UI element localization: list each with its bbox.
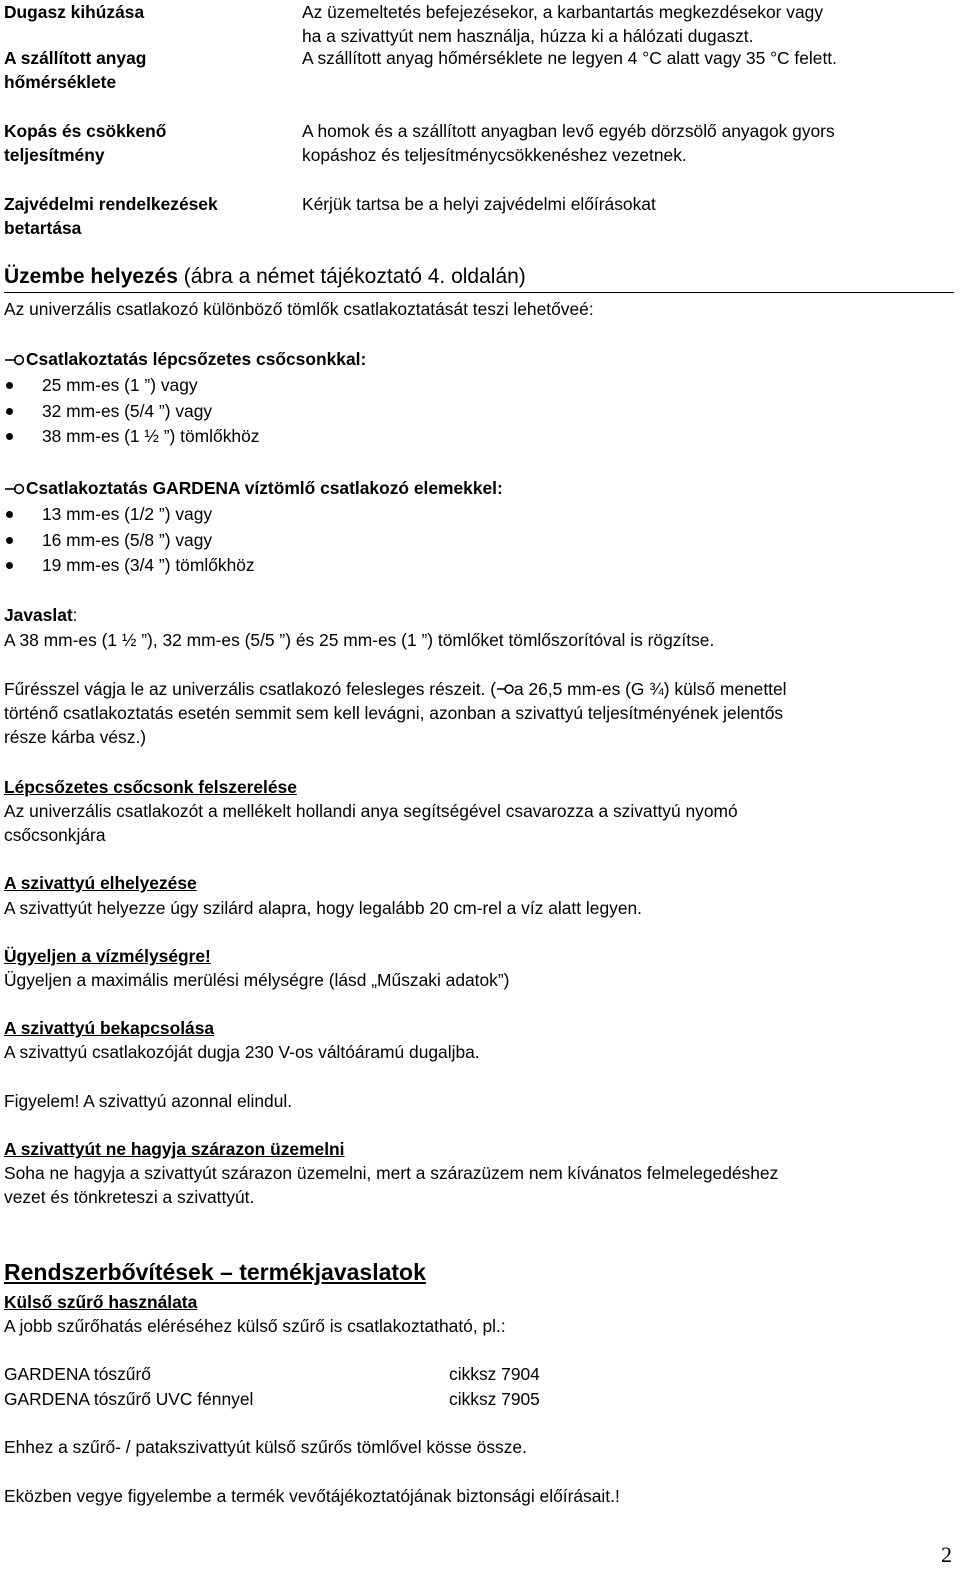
subheading: Ügyeljen a vízmélységre! [4, 946, 211, 966]
list-item-text: 38 mm-es (1 ½ ”) tömlőkhöz [42, 426, 260, 446]
list-item [4, 528, 255, 554]
intro-text: Az univerzális csatlakozó különböző tömlők csatlakoztatását teszi lehetőveé: [4, 299, 594, 319]
list-item [4, 424, 259, 450]
list-item-text: 32 mm-es (5/4 ”) vagy [42, 400, 213, 421]
paragraph-line: történő csatlakoztatás esetén semmit sem kell levágni, azonban a szivattyú teljesítményének jelentős [4, 703, 784, 723]
text-line: ha a szivattyút nem használja, húzza ki a hálózati dugaszt. [302, 26, 754, 46]
paragraph-line: része kárba vész.) [4, 727, 147, 747]
section-heading [4, 263, 954, 293]
heading-rest: (ábra a német tájékoztató 4. oldalán) [177, 265, 526, 288]
product-code: cikksz 7904 [449, 1364, 540, 1384]
product-name: GARDENA tószűrő UVC fénnyel [4, 1389, 254, 1409]
paragraph: A jobb szűrőhatás eléréséhez külső szűrő is csatlakoztatható, pl.: [4, 1316, 506, 1336]
group-heading [4, 347, 954, 371]
row-text: A szállított anyag hőmérséklete ne legyen 4 °C alatt vagy 35 °C felett. [302, 48, 837, 68]
product-code: cikksz 7905 [449, 1389, 540, 1409]
product-name: GARDENA tószűrő [4, 1364, 151, 1384]
group-heading [4, 476, 954, 500]
label-line: teljesítmény [4, 145, 105, 165]
colon: : [72, 605, 78, 625]
subheading: A szivattyú elhelyezése [4, 873, 197, 893]
row-label [4, 46, 294, 94]
paragraph [4, 1161, 954, 1209]
bullet-icon [6, 511, 13, 518]
bullet-icon [6, 382, 13, 389]
list-item [4, 373, 259, 399]
list-item-text: 19 mm-es (3/4 ”) tömlőkhöz [42, 555, 255, 575]
paragraph-line: vezet és tönkreteszi a szivattyút. [4, 1187, 255, 1207]
text-line: kopáshoz és teljesítménycsökkenéshez vezetnek. [302, 145, 687, 165]
text-span: a 26,5 mm-es (G ¾) külső menettel [513, 679, 787, 699]
bullet-list [4, 502, 255, 579]
text-span: Fűrésszel vágja le az univerzális csatlakozó felesleges részeit. ( [4, 679, 496, 699]
paragraph: Ehhez a szűrő- / patakszivattyút külső szűrős tömlővel kösse össze. [4, 1437, 527, 1457]
list-item-text: 16 mm-es (5/8 ”) vagy [42, 529, 213, 550]
bullet-icon [6, 537, 13, 544]
row-text [302, 0, 954, 48]
list-item [4, 553, 255, 579]
table-row [4, 0, 950, 46]
row-label [4, 192, 294, 240]
group-heading-text: Csatlakoztatás GARDENA víztömlő csatlakozó elemekkel: [26, 478, 503, 498]
subheading: Lépcsőzetes csőcsonk felszerelése [4, 777, 297, 797]
recommendation-label [4, 603, 954, 627]
attention-text: Figyelem! A szivattyú azonnal elindul. [4, 1091, 293, 1111]
bullet-icon [6, 433, 13, 440]
label-line: Kopás és csökkenő [4, 121, 167, 141]
product-row [4, 1387, 954, 1411]
row-text [302, 119, 954, 167]
paragraph-line: csőcsonkjára [4, 825, 106, 845]
section-heading: Rendszerbővítések – termékjavaslatok [4, 1259, 426, 1285]
heading-bold: Üzembe helyezés [4, 265, 178, 288]
row-label: Dugasz kihúzása [4, 2, 145, 22]
group-heading-text: Csatlakoztatás lépcsőzetes csőcsonkkal: [26, 349, 367, 369]
bullet-list [4, 373, 259, 450]
row-text: Kérjük tartsa be a helyi zajvédelmi előírásokat [302, 194, 656, 214]
bullet-icon [6, 562, 13, 569]
arrow-right-icon [496, 677, 514, 701]
label-line: A szállított anyag [4, 48, 147, 68]
bullet-icon [6, 408, 13, 415]
paragraph [4, 799, 954, 847]
list-item [4, 399, 259, 425]
text-line: A homok és a szállított anyagban levő egyéb dörzsölő anyagok gyors [302, 121, 835, 141]
list-item-text: 13 mm-es (1/2 ”) vagy [42, 504, 213, 524]
list-item-text: 25 mm-es (1 ”) vagy [42, 375, 198, 395]
text-line: Az üzemeltetés befejezésekor, a karbantartás megkezdésekor vagy [302, 2, 824, 22]
list-item [4, 502, 255, 528]
arrow-right-icon [4, 347, 26, 371]
arrow-right-icon [4, 476, 26, 500]
paragraph: Ügyeljen a maximális merülési mélységre (lásd „Műszaki adatok”) [4, 970, 510, 990]
paragraph: A szivattyút helyezze úgy szilárd alapra, hogy legalább 20 cm-rel a víz alatt legyen. [4, 898, 642, 918]
subheading: Külső szűrő használata [4, 1292, 198, 1312]
paragraph: Eközben vegye figyelembe a termék vevőtájékoztatójának biztonsági előírásait.! [4, 1486, 620, 1506]
subheading: A szivattyú bekapcsolása [4, 1018, 215, 1038]
recommendation-label-text: Javaslat [4, 605, 73, 625]
paragraph-line: Soha ne hagyja a szivattyút szárazon üzemelni, mert a szárazüzem nem kívánatos felmelegedéshez [4, 1163, 779, 1183]
saw-paragraph [4, 677, 954, 749]
subheading: A szivattyút ne hagyja szárazon üzemelni [4, 1139, 345, 1159]
paragraph: A szivattyú csatlakozóját dugja 230 V-os váltóáramú dugaljba. [4, 1042, 480, 1062]
recommendation-text: A 38 mm-es (1 ½ ”), 32 mm-es (5/5 ”) és 25 mm-es (1 ”) tömlőket tömlőszorítóval is rögzítse. [4, 630, 715, 650]
page-number: 2 [941, 1542, 952, 1567]
label-line: betartása [4, 218, 82, 238]
paragraph-line [4, 677, 954, 701]
paragraph-line: Az univerzális csatlakozót a mellékelt hollandi anya segítségével csavarozza a szivattyú nyomó [4, 801, 738, 821]
product-row [4, 1362, 954, 1386]
label-line: hőmérséklete [4, 72, 117, 92]
row-label [4, 119, 294, 167]
label-line: Zajvédelmi rendelkezések [4, 194, 218, 214]
